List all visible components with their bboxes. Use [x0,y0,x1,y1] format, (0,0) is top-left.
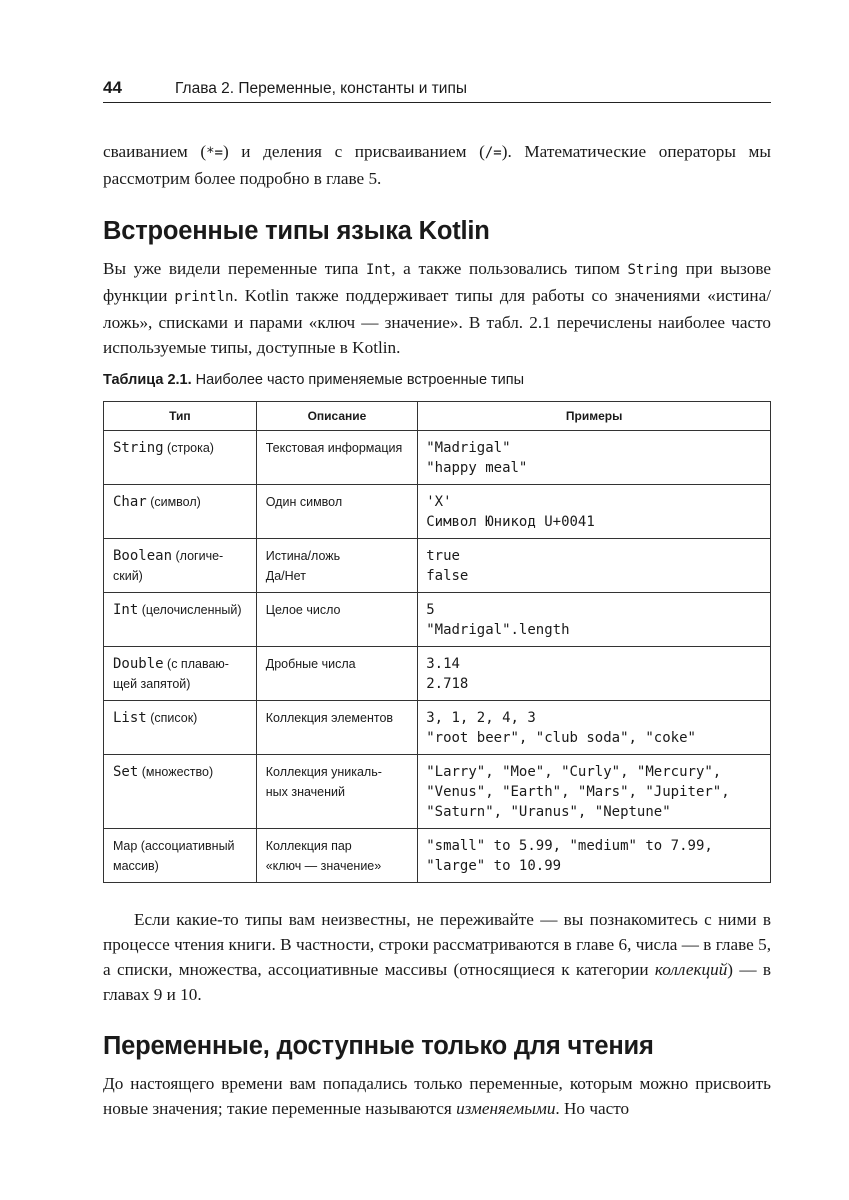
description-line: ных значений [265,785,345,799]
type-cell [104,593,257,647]
description-line: Истина/ложь [265,549,341,563]
table-row [104,539,771,593]
type-cell [104,647,257,701]
type-note-cont: массив) [113,859,159,873]
type-note: (целочисленный) [138,603,242,617]
table-row [104,701,771,755]
description-line: Текстовая информация [265,441,403,455]
description-cell [256,647,417,701]
examples-cell [418,647,771,701]
page-number: 44 [103,78,122,97]
description-line: Да/Нет [265,569,306,583]
description-line: «ключ — значение» [265,859,382,873]
table-row [104,755,771,829]
type-note: (множество) [138,765,214,779]
running-head [103,78,771,103]
type-note: (список) [146,711,198,725]
table-row [104,593,771,647]
description-line: Коллекция элементов [265,711,394,725]
description-line: Коллекция пар [265,839,352,853]
type-note: (строка) [163,441,214,455]
type-note: (логиче- [172,549,224,563]
table-row [104,431,771,485]
description-cell [256,701,417,755]
header-type: Тип [104,402,257,431]
example-line: Символ Юникод U+0041 [426,514,595,530]
example-line: "Madrigal".length [426,622,570,638]
example-line: 3, 1, 2, 4, 3 [426,710,536,726]
type-note-cont: щей запятой) [113,677,191,691]
type-note: Map (ассоциативный [113,839,235,853]
examples-cell [418,539,771,593]
description-line: Коллекция уникаль- [265,765,382,779]
example-line: 2.718 [426,676,469,692]
example-line: "small" to 5.99, "medium" to 7.99, [426,838,713,854]
type-name: Double [113,656,164,672]
description-cell [256,593,417,647]
type-cell [104,755,257,829]
description-cell [256,539,417,593]
type-name: Boolean [113,548,173,564]
table-caption: Таблица 2.1. Наиболее часто применяемые встроенные типы [103,372,525,388]
example-line: "happy meal" [426,460,528,476]
type-name: Set [113,764,139,780]
description-line: Целое число [265,603,341,617]
type-note: (символ) [146,495,201,509]
table-row [104,829,771,883]
example-line: "Madrigal" [426,440,511,456]
type-note-cont: ский) [113,569,143,583]
examples-cell [418,593,771,647]
example-line: 5 [426,602,435,618]
type-name: Int [113,602,139,618]
type-cell [104,431,257,485]
examples-cell [418,485,771,539]
builtin-types-paragraph: Вы уже видели переменные типа Int, а также пользовались типом String при вызове функции println. Kotlin также поддерживает типы для работы со значениями «истина/ложь», списками и парами «ключ — значение». В табл. 2.1 перечислены наиболее часто используемые типы, доступные в Kotlin. [103,259,771,357]
examples-cell [418,431,771,485]
type-cell [104,539,257,593]
description-line: Дробные числа [265,657,356,671]
example-line: false [426,568,469,584]
description-cell [256,431,417,485]
example-line: "Saturn", "Uranus", "Neptune" [426,804,671,820]
section-heading-builtin-types: Встроенные типы языка Kotlin [103,217,490,245]
types-table [103,401,771,883]
table-row [104,647,771,701]
example-line: "Larry", "Moe", "Curly", "Mercury", [426,764,722,780]
book-page [103,78,771,1121]
examples-cell [418,829,771,883]
example-line: "root beer", "club soda", "coke" [426,730,696,746]
example-line: 3.14 [426,656,460,672]
type-name: List [113,710,147,726]
table-header-row [104,402,771,431]
after-table-paragraph: Если какие-то типы вам неизвестны, не переживайте — вы познакомитесь с ними в процессе чтения книги. В частности, строки рассматриваются в главе 6, числа — в главе 5, а списки, множества, ассоциативные массивы (относящиеся к категории коллекций) — в главах 9 и 10. [103,910,772,1004]
example-line: true [426,548,460,564]
description-line: Один символ [265,495,343,509]
readonly-vars-paragraph: До настоящего времени вам попадались только переменные, которым можно присвоить новые значения; такие переменные называются изменяемыми. Но часто [103,1074,771,1118]
type-cell [104,829,257,883]
examples-cell [418,701,771,755]
header-examples: Примеры [418,402,771,431]
intro-paragraph: сваиванием (*=) и деления с присваиванием (/=). Математические операторы мы рассмотрим более подробно в главе 5. [103,142,771,188]
description-cell [256,485,417,539]
type-cell [104,485,257,539]
example-line: "Venus", "Earth", "Mars", "Jupiter", [426,784,730,800]
chapter-title: Глава 2. Переменные, константы и типы [175,80,467,97]
description-cell [256,829,417,883]
table-row [104,485,771,539]
header-description: Описание [256,402,417,431]
type-name: Char [113,494,147,510]
type-note: (с плаваю- [163,657,229,671]
type-cell [104,701,257,755]
type-name: String [113,440,164,456]
section-heading-readonly-vars: Переменные, доступные только для чтения [103,1032,654,1060]
example-line: "large" to 10.99 [426,858,562,874]
description-cell [256,755,417,829]
example-line: 'X' [426,494,452,510]
examples-cell [418,755,771,829]
